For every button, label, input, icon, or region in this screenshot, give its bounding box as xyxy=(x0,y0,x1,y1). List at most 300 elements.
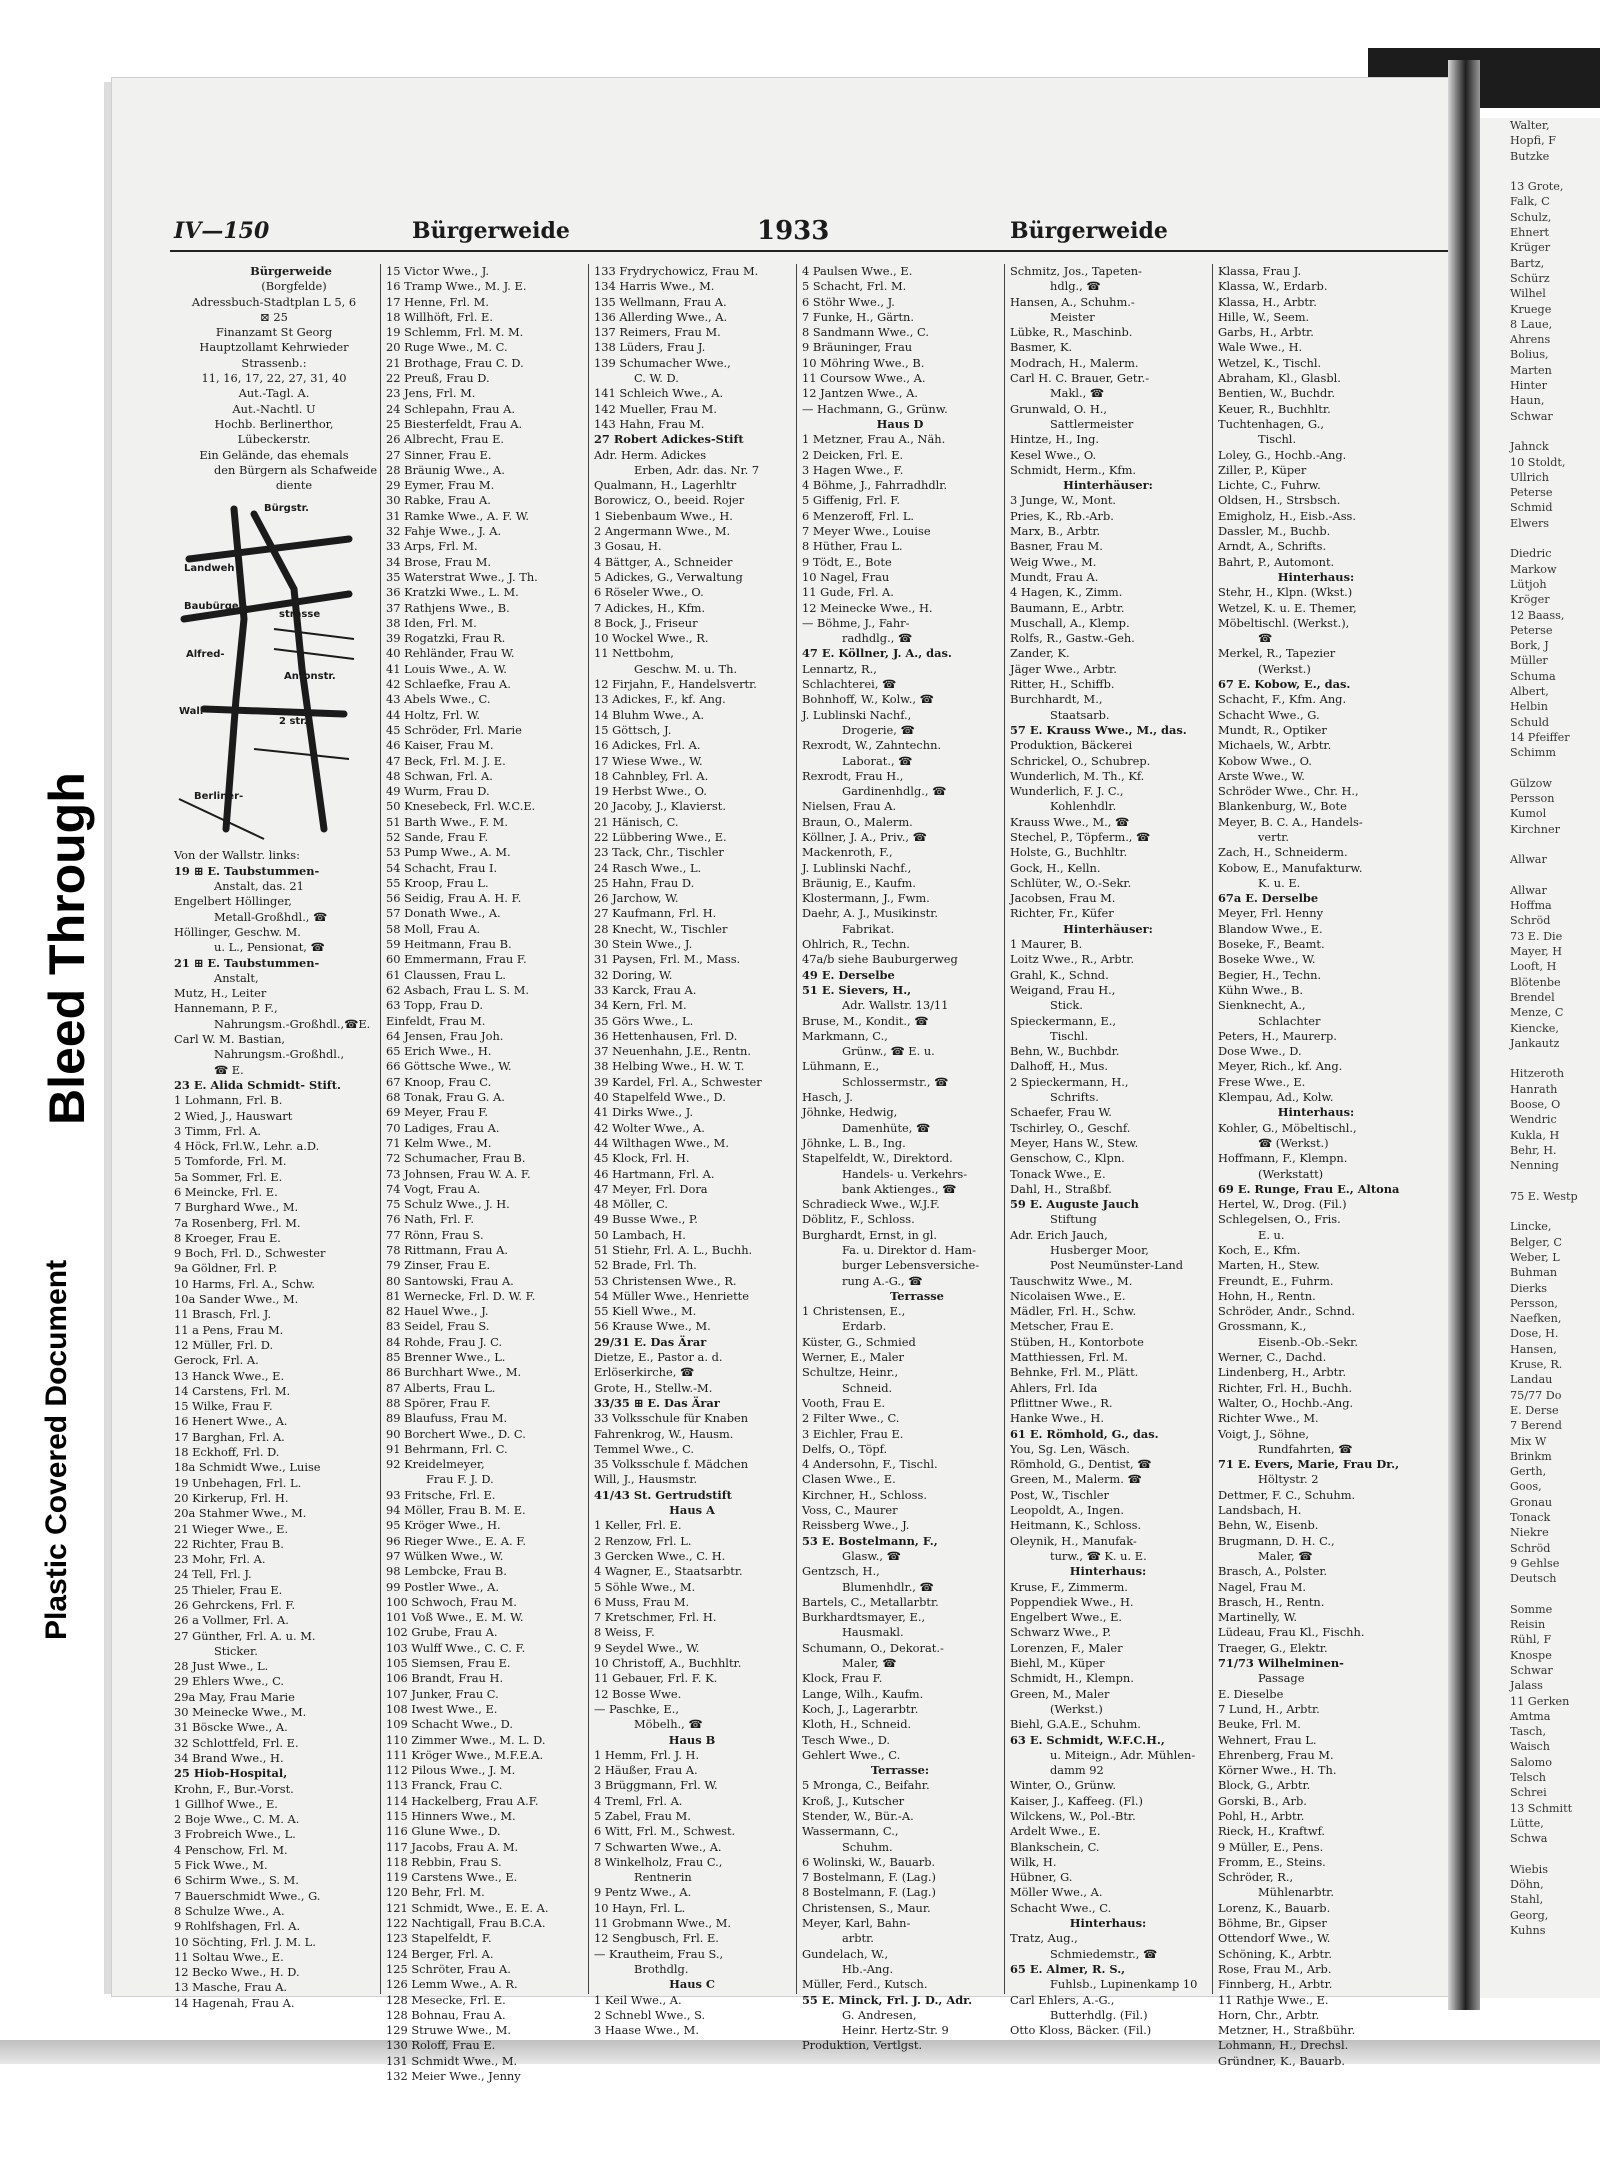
directory-line: vertr. xyxy=(1258,829,1290,844)
directory-line: 2 Filter Wwe., C. xyxy=(802,1411,900,1426)
directory-line: 56 Seidig, Frau A. H. F. xyxy=(386,891,522,906)
next-page-line: Deutsch xyxy=(1510,1572,1557,1586)
directory-line: Hauptzollamt Kehrwieder xyxy=(199,340,349,355)
next-page-line: Döhn, xyxy=(1510,1878,1544,1892)
directory-line: Lindenberg, H., Arbtr. xyxy=(1218,1365,1347,1380)
page-header xyxy=(112,216,1460,250)
map-street-wall xyxy=(204,709,344,714)
directory-line: 70 Ladiges, Frau A. xyxy=(386,1120,500,1135)
directory-line: 19 Schlemm, Frl. M. M. xyxy=(386,325,524,340)
directory-line: 41/43 St. Gertrudstift xyxy=(594,1487,732,1502)
directory-line: 5 Tomforde, Frl. M. xyxy=(174,1154,287,1169)
next-page-line: Schröd xyxy=(1510,914,1551,928)
directory-line: 65 E. Almer, R. S., xyxy=(1010,1961,1126,1976)
directory-line: 34 Kern, Frl. M. xyxy=(594,998,687,1013)
directory-line: 3 Gosau, H. xyxy=(594,539,662,554)
directory-line: Ritter, H., Schiffb. xyxy=(1010,677,1115,692)
directory-line: Green, M., Maler xyxy=(1010,1686,1110,1701)
directory-line: Erdarb. xyxy=(842,1319,887,1334)
svg-text:Baubürger-: Baubürger- xyxy=(184,601,248,613)
next-page-line xyxy=(1480,1587,1600,1602)
directory-line: Finnberg, H., Arbtr. xyxy=(1218,1977,1333,1992)
directory-line: 4 Paulsen Wwe., E. xyxy=(802,264,913,278)
directory-line: 26 a Vollmer, Frl. A. xyxy=(174,1613,289,1628)
directory-line: 9 Pentz Wwe., A. xyxy=(594,1885,692,1900)
next-page-line: Goos, xyxy=(1510,1480,1542,1494)
directory-line: Krauss Wwe., M., ☎ xyxy=(1010,814,1130,829)
directory-line: 19 Herbst Wwe., O. xyxy=(594,784,707,799)
next-page-line: Kruege xyxy=(1510,302,1552,316)
directory-line: 28 Knecht, W., Tischler xyxy=(594,921,728,936)
directory-line: Martinelly, W. xyxy=(1218,1610,1297,1625)
next-page-line: Butzke xyxy=(1510,149,1550,163)
directory-line: 6 Stöhr Wwe., J. xyxy=(802,294,895,309)
directory-line: Schradieck Wwe., W.J.F. xyxy=(802,1197,940,1212)
directory-line: 6 Röseler Wwe., O. xyxy=(594,585,704,600)
directory-line: 41 Louis Wwe., A. W. xyxy=(386,661,507,676)
directory-line: 49 Wurm, Frau D. xyxy=(386,784,490,799)
directory-line: J. Lublinski Nachf., xyxy=(802,860,912,875)
directory-line: Handels- u. Verkehrs- xyxy=(842,1166,968,1181)
directory-line: Temmel Wwe., C. xyxy=(594,1441,695,1456)
directory-line: 22 Richter, Frau B. xyxy=(174,1536,284,1551)
directory-line: 8 Winkelholz, Frau C., xyxy=(594,1854,723,1869)
directory-line: Markmann, C., xyxy=(802,1028,888,1043)
directory-line: 49 Busse Wwe., P. xyxy=(594,1212,698,1227)
directory-line: Kloth, H., Schneid. xyxy=(802,1717,912,1732)
directory-line: 63 Topp, Frau D. xyxy=(386,998,483,1013)
directory-line: Kobow, E., Manufakturw. xyxy=(1218,860,1363,875)
directory-line: 71/73 Wilhelminen- xyxy=(1218,1656,1344,1671)
directory-line: 7 Funke, H., Gärtn. xyxy=(802,309,914,324)
directory-line: Blankschein, C. xyxy=(1010,1839,1100,1854)
directory-line: (Werkst.) xyxy=(1258,661,1311,676)
directory-line: Rose, Frau M., Arb. xyxy=(1218,1961,1332,1976)
directory-line: 92 Kreidelmeyer, xyxy=(386,1457,485,1472)
directory-line: 134 Harris Wwe., M. xyxy=(594,279,715,294)
directory-line: 4 Treml, Frl. A. xyxy=(594,1793,683,1808)
directory-line: 11 Rathje Wwe., E. xyxy=(1218,1992,1329,2007)
directory-line: Metzner, H., Straßbühr. xyxy=(1218,2023,1356,2038)
directory-line: 47 Meyer, Frl. Dora xyxy=(594,1181,708,1196)
directory-line: Sienknecht, A., xyxy=(1218,998,1306,1013)
next-page-line: 8 Laue, xyxy=(1510,317,1553,331)
directory-line: Maler, ☎ xyxy=(842,1656,897,1671)
directory-line: Aut.-Nachtl. U xyxy=(232,401,316,416)
directory-line: Post, W., Tischler xyxy=(1010,1487,1109,1502)
directory-line: Koch, E., Kfm. xyxy=(1218,1243,1301,1257)
directory-line: Hohn, H., Rentn. xyxy=(1218,1288,1316,1303)
directory-line: 7 Schwarten Wwe., A. xyxy=(594,1839,722,1854)
directory-line: Burchhardt, M., xyxy=(1010,692,1103,707)
directory-line: 96 Rieger Wwe., E. A. F. xyxy=(386,1533,527,1548)
directory-line: 109 Schacht Wwe., D. xyxy=(386,1717,513,1732)
directory-line: Sticker. xyxy=(214,1643,258,1658)
directory-line: 55 Kroop, Frau L. xyxy=(386,875,489,890)
directory-line: 142 Mueller, Frau M. xyxy=(594,401,717,416)
directory-line: Loitz Wwe., R., Arbtr. xyxy=(1010,952,1135,967)
next-page-line: Hoffma xyxy=(1510,899,1552,913)
directory-line: 50 Knesebeck, Frl. W.C.E. xyxy=(386,799,536,814)
directory-line: Carl W. M. Bastian, xyxy=(174,1032,286,1047)
directory-line: Borowicz, O., beeid. Rojer xyxy=(594,493,745,508)
directory-line: Fuhlsb., Lupinenkamp 10 xyxy=(1050,1977,1198,1992)
directory-line: 57 Donath Wwe., A. xyxy=(386,906,501,921)
directory-line: 18a Schmidt Wwe., Luise xyxy=(174,1460,321,1475)
directory-line: Zander, K. xyxy=(1010,646,1070,661)
next-page-line: Mayer, H xyxy=(1510,945,1563,959)
directory-line: Voigt, J., Söhne, xyxy=(1218,1426,1310,1441)
next-page-line: Jalass xyxy=(1510,1679,1543,1693)
directory-line: rung A.-G., ☎ xyxy=(842,1273,923,1288)
directory-line: Freundt, E., Fuhrm. xyxy=(1218,1273,1334,1288)
directory-line: Mackenroth, F., xyxy=(802,845,893,860)
directory-line: Glasw., ☎ xyxy=(842,1548,901,1563)
directory-line: Ottendorf Wwe., W. xyxy=(1218,1931,1331,1946)
next-page-line: Weber, L xyxy=(1510,1250,1560,1264)
directory-line: Ohlrich, R., Techn. xyxy=(802,937,910,952)
directory-line: Carl Ehlers, A.-G., xyxy=(1010,1992,1115,2007)
directory-line: Rundfahrten, ☎ xyxy=(1258,1441,1353,1456)
directory-line: ⊠ 25 xyxy=(260,309,288,324)
next-page-line: Stahl, xyxy=(1510,1893,1544,1907)
directory-line: 1 Christensen, E., xyxy=(802,1304,906,1319)
directory-line: 29 Ehlers Wwe., C. xyxy=(174,1674,285,1689)
directory-line: turw., ☎ K. u. E. xyxy=(1050,1548,1147,1563)
directory-line: 19 ⊞ E. Taubstummen- xyxy=(174,863,320,878)
directory-line: Grote, H., Stellw.-M. xyxy=(594,1380,713,1395)
directory-line: Meyer, Frl. Henny xyxy=(1218,906,1324,921)
directory-line: 66 Göttsche Wwe., W. xyxy=(386,1059,512,1074)
directory-line: 53 Pump Wwe., A. M. xyxy=(386,845,511,860)
directory-line: 105 Siemsen, Frau E. xyxy=(386,1656,511,1671)
directory-line: Haus C xyxy=(669,1977,715,1992)
directory-line: ☎ xyxy=(1258,631,1273,646)
directory-line: 71 Kelm Wwe., M. xyxy=(386,1135,492,1150)
directory-line: 49 E. Derselbe xyxy=(802,967,895,982)
directory-line: hdlg., ☎ xyxy=(1050,279,1101,294)
directory-line: Kühn Wwe., B. xyxy=(1218,982,1303,997)
directory-line: Kirchner, H., Schloss. xyxy=(802,1487,927,1502)
next-page-line: Diedric xyxy=(1510,547,1552,561)
directory-line: Schröder Wwe., Chr. H., xyxy=(1218,784,1359,799)
directory-line: Möller Wwe., A. xyxy=(1010,1885,1103,1900)
directory-line: 15 Victor Wwe., J. xyxy=(386,264,490,278)
directory-line: Delfs, O., Töpf. xyxy=(802,1441,888,1456)
next-page-line: Hitzeroth xyxy=(1510,1067,1565,1081)
directory-line: Kesel Wwe., O. xyxy=(1010,447,1097,462)
directory-line: Dassler, M., Buchb. xyxy=(1218,524,1331,539)
next-page-line: Gülzow xyxy=(1510,776,1552,790)
column-divider xyxy=(588,264,589,1994)
next-page-line: Allwar xyxy=(1510,883,1547,897)
next-page-line: Menze, C xyxy=(1510,1006,1564,1020)
next-page-line: Bork, J xyxy=(1510,639,1549,653)
directory-line: 7 Kretschmer, Frl. H. xyxy=(594,1610,717,1625)
directory-line: 47a/b siehe Bauburgerweg xyxy=(802,952,958,967)
next-page-line xyxy=(1480,1847,1600,1862)
next-page-line: Wiebis xyxy=(1510,1862,1548,1876)
next-page-line: Tonack xyxy=(1510,1511,1551,1525)
directory-line: 55 Kiell Wwe., M. xyxy=(594,1304,697,1319)
directory-line: 3 Hagen Wwe., F. xyxy=(802,462,904,477)
directory-line: 69 Meyer, Frau F. xyxy=(386,1105,488,1120)
directory-line: Staatsarb. xyxy=(1050,707,1110,722)
directory-line: 1 Maurer, B. xyxy=(1010,937,1083,952)
directory-line: 11 Nettbohm, xyxy=(594,646,674,661)
next-page-line: Persson, xyxy=(1510,1296,1558,1310)
directory-line: 113 Franck, Frau C. xyxy=(386,1778,503,1793)
directory-line: Richter, Frl. H., Buchh. xyxy=(1218,1380,1353,1395)
directory-line: — Hachmann, G., Grünw. xyxy=(802,401,948,416)
directory-line: 56 Krause Wwe., M. xyxy=(594,1319,711,1334)
directory-line: Beuke, Frl. M. xyxy=(1218,1717,1301,1732)
directory-line: Adr. Erich Jauch, xyxy=(1010,1227,1108,1242)
next-page-line: Amtma xyxy=(1510,1709,1551,1723)
directory-line: 6 Witt, Frl. M., Schwest. xyxy=(594,1824,736,1839)
directory-line: Meister xyxy=(1050,309,1095,324)
directory-line: 42 Schlaefke, Frau A. xyxy=(386,677,511,692)
directory-line: Braun, O., Malerm. xyxy=(802,814,913,829)
directory-line: 34 Brand Wwe., H. xyxy=(174,1750,284,1765)
next-page-line xyxy=(1480,164,1600,179)
directory-line: Oleynik, H., Manufak- xyxy=(1010,1533,1137,1548)
directory-line: bank Aktienges., ☎ xyxy=(842,1181,957,1196)
next-page-line: Albert, xyxy=(1510,684,1549,698)
directory-line: Klassa, Frau J. xyxy=(1218,264,1302,278)
directory-line: 10 Harms, Frl. A., Schw. xyxy=(174,1276,316,1291)
directory-line: 32 Schlottfeld, Frl. E. xyxy=(174,1735,299,1750)
directory-line: 7 Lund, H., Arbtr. xyxy=(1218,1701,1320,1716)
directory-line: 7 Meyer Wwe., Louise xyxy=(802,524,931,539)
directory-line: 9a Göldner, Frl. P. xyxy=(174,1261,278,1276)
directory-line: 27 Sinner, Frau E. xyxy=(386,447,492,462)
next-page-line: 9 Gehlse xyxy=(1510,1556,1560,1570)
directory-line: 22 Lübbering Wwe., E. xyxy=(594,829,727,844)
directory-line: Garbs, H., Arbtr. xyxy=(1218,325,1314,340)
directory-line: Blumenhdlr., ☎ xyxy=(842,1579,934,1594)
directory-line: 23 Mohr, Frl. A. xyxy=(174,1552,266,1567)
directory-line: Tonack Wwe., E. xyxy=(1010,1166,1106,1181)
next-page-line xyxy=(1480,837,1600,852)
directory-line: Metall-Großhdl., ☎ xyxy=(214,909,328,924)
directory-line: 32 Doring, W. xyxy=(594,967,673,982)
directory-line: Heinr. Hertz-Str. 9 xyxy=(842,2023,949,2038)
directory-line: 103 Wulff Wwe., C. C. F. xyxy=(386,1640,526,1655)
directory-line: 10 Hayn, Frl. L. xyxy=(594,1900,686,1915)
directory-line: Nahrungsm.-Großhdl., xyxy=(214,1047,345,1062)
directory-line: 12 Meinecke Wwe., H. xyxy=(802,600,933,615)
directory-line: Burghardt, Ernst, in gl. xyxy=(802,1227,938,1242)
directory-line: Hinterhäuser: xyxy=(1063,921,1153,936)
directory-line: Stick. xyxy=(1050,998,1083,1013)
directory-line: 35 Görs Wwe., L. xyxy=(594,1013,694,1028)
directory-line: Gründner, K., Bauarb. xyxy=(1218,2053,1346,2068)
directory-line: 5 Adickes, G., Verwaltung xyxy=(594,569,743,584)
directory-line: Nielsen, Frau A. xyxy=(802,799,897,814)
next-page-line: Schrei xyxy=(1510,1786,1547,1800)
directory-line: — Böhme, J., Fahr- xyxy=(802,615,910,630)
directory-column-3 xyxy=(594,264,790,2038)
directory-line: 7 Bostelmann, F. (Lag.) xyxy=(802,1870,936,1885)
directory-line: Schmidt, H., Klempn. xyxy=(1010,1671,1134,1686)
directory-line: 29a May, Frau Marie xyxy=(174,1689,295,1704)
directory-line: 1 Keller, Frl. E. xyxy=(594,1518,682,1533)
directory-line: Brasch, A., Polster. xyxy=(1218,1564,1328,1579)
directory-line: 12 Firjahn, F., Handelsvertr. xyxy=(594,677,757,692)
directory-line: Küster, G., Schmied xyxy=(802,1334,916,1349)
directory-line: 95 Kröger Wwe., H. xyxy=(386,1518,501,1533)
directory-line: 38 Helbing Wwe., H. W. T. xyxy=(594,1059,745,1074)
page-number: IV—150 xyxy=(174,218,270,244)
next-page-line: Georg, xyxy=(1510,1908,1549,1922)
directory-line: 52 Brade, Frl. Th. xyxy=(594,1258,697,1273)
directory-line: 120 Behr, Frl. M. xyxy=(386,1885,485,1900)
directory-line: Holste, G., Buchhltr. xyxy=(1010,845,1128,860)
directory-line: Hasch, J. xyxy=(802,1090,853,1105)
directory-line: 57 E. Krauss Wwe., M., das. xyxy=(1010,722,1187,737)
directory-line: u. L., Pensionat, ☎ xyxy=(214,940,325,955)
directory-column-5 xyxy=(1010,264,1206,2038)
directory-line: — Krautheim, Frau S., xyxy=(594,1946,724,1961)
directory-line: 25 Biesterfeldt, Frau A. xyxy=(386,416,523,431)
directory-line: 47 Beck, Frl. M. J. E. xyxy=(386,753,506,768)
directory-line: Dettmer, F. C., Schuhm. xyxy=(1218,1487,1356,1502)
directory-line: Produktion, Vertlgst. xyxy=(802,2038,923,2053)
directory-line: Voss, C., Maurer xyxy=(802,1503,898,1518)
next-page-line: Bolius, xyxy=(1510,348,1549,362)
directory-line: 23 Jens, Frl. M. xyxy=(386,386,476,401)
directory-line: Maler, ☎ xyxy=(1258,1548,1313,1563)
directory-line: Weig Wwe., M. xyxy=(1010,554,1097,569)
next-page-line: Peterse xyxy=(1510,486,1553,500)
directory-line: Daehr, A. J., Musikinstr. xyxy=(802,906,939,921)
svg-text:Bürgstr.: Bürgstr. xyxy=(264,503,309,515)
directory-line: 2 Spieckermann, H., xyxy=(1010,1074,1129,1089)
directory-line: 1 Hemm, Frl. J. H. xyxy=(594,1747,700,1762)
next-page-line: Nenning xyxy=(1510,1159,1559,1173)
next-page-line: Reisin xyxy=(1510,1618,1546,1632)
directory-line: 53 Christensen Wwe., R. xyxy=(594,1273,737,1288)
next-page-line: Lütjoh xyxy=(1510,577,1547,591)
directory-line: Bentien, W., Buchdr. xyxy=(1218,386,1336,401)
directory-line: 100 Schwoch, Frau M. xyxy=(386,1594,517,1609)
directory-line: 58 Moll, Frau A. xyxy=(386,921,481,936)
directory-line: 118 Rebbin, Frau S. xyxy=(386,1854,502,1869)
directory-line: E. u. xyxy=(1258,1227,1285,1242)
directory-line: Modrach, H., Malerm. xyxy=(1010,355,1139,370)
directory-line: Kohlenhdlr. xyxy=(1050,799,1117,814)
directory-line: 46 Hartmann, Frl. A. xyxy=(594,1166,715,1181)
directory-line: Hoffmann, F., Klempn. xyxy=(1218,1151,1348,1166)
directory-line: Schröder, Andr., Schnd. xyxy=(1218,1304,1355,1319)
next-page-line: Landau xyxy=(1510,1373,1553,1387)
directory-line: Schmidt, Herm., Kfm. xyxy=(1010,462,1137,477)
directory-line: Haus D xyxy=(876,416,924,431)
directory-line: Schöning, K., Arbtr. xyxy=(1218,1946,1332,1961)
next-page-line: Schwa xyxy=(1510,1832,1548,1846)
directory-line: Tschirley, O., Geschf. xyxy=(1010,1120,1131,1135)
next-page-line: Haun, xyxy=(1510,394,1545,408)
directory-line: Arndt, A., Schrifts. xyxy=(1218,539,1327,554)
directory-line: Muschall, A., Klemp. xyxy=(1010,615,1130,630)
directory-line: Ardelt Wwe., E. xyxy=(1010,1824,1101,1839)
directory-line: Meyer, B. C. A., Handels- xyxy=(1218,814,1363,829)
next-page-line xyxy=(1480,760,1600,775)
directory-line: 11 Brasch, Frl. J. xyxy=(174,1307,272,1322)
directory-line: 78 Rittmann, Frau A. xyxy=(386,1243,508,1257)
directory-line: Tratz, Aug., xyxy=(1010,1931,1078,1946)
directory-line: 48 Möller, C. xyxy=(594,1197,669,1212)
next-page-line: Bartz, xyxy=(1510,256,1545,270)
directory-line: 13 Adickes, F., kf. Ang. xyxy=(594,692,726,707)
directory-line: Schacht Wwe., G. xyxy=(1218,707,1320,722)
next-page-line: Kirchner xyxy=(1510,822,1560,836)
directory-line: K. u. E. xyxy=(1258,875,1301,890)
directory-line: 110 Zimmer Wwe., M. L. D. xyxy=(386,1732,546,1747)
directory-line: 83 Seidel, Frau S. xyxy=(386,1319,490,1334)
directory-line: 60 Emmermann, Frau F. xyxy=(386,952,527,967)
next-page-line: Jahnck xyxy=(1510,440,1549,454)
directory-line: 3 Frobreich Wwe., L. xyxy=(174,1827,296,1842)
directory-line: 30 Meinecke Wwe., M. xyxy=(174,1705,307,1720)
directory-line: Rieck, H., Kraftwf. xyxy=(1218,1824,1325,1839)
directory-line: Landsbach, H. xyxy=(1218,1503,1302,1518)
directory-line: Basmer, K. xyxy=(1010,340,1073,355)
directory-line: 4 Höck, Frl.W., Lehr. a.D. xyxy=(174,1139,320,1154)
directory-line: 23 Tack, Chr., Tischler xyxy=(594,845,724,860)
next-page-line: Kruse, R. xyxy=(1510,1358,1563,1372)
directory-line: Mühlenarbtr. xyxy=(1258,1885,1334,1900)
directory-line: 108 Iwest Wwe., E. xyxy=(386,1701,498,1716)
directory-line: Tauschwitz Wwe., M. xyxy=(1010,1273,1133,1288)
directory-line: Hinterhäuser: xyxy=(1063,478,1153,493)
directory-line: Wilckens, W., Pol.-Btr. xyxy=(1010,1808,1136,1823)
next-page-line: Ehnert xyxy=(1510,226,1550,240)
directory-line: 8 Bock, J., Friseur xyxy=(594,615,698,630)
next-page-line: 75/77 Do xyxy=(1510,1388,1562,1402)
next-page-line: Somme xyxy=(1510,1602,1553,1616)
directory-line: 4 Hagen, K., Zimm. xyxy=(1010,585,1123,600)
directory-line: Grossmann, K., xyxy=(1218,1319,1307,1334)
directory-line: 111 Kröger Wwe., M.F.E.A. xyxy=(386,1747,544,1762)
directory-line: 126 Lemm Wwe., A. R. xyxy=(386,1977,518,1992)
directory-line: 115 Hinners Wwe., M. xyxy=(386,1808,516,1823)
directory-line: 7 Adickes, H., Kfm. xyxy=(594,600,706,615)
next-page-line: Buhman xyxy=(1510,1266,1558,1280)
directory-line: Schmitz, Jos., Tapeten- xyxy=(1010,264,1142,278)
next-page-line: Schürz xyxy=(1510,271,1550,285)
directory-line: 61 Claussen, Frau L. xyxy=(386,967,506,982)
directory-line: 13 Hanck Wwe., E. xyxy=(174,1368,285,1383)
directory-line: 77 Rönn, Frau S. xyxy=(386,1227,484,1242)
directory-line: 17 Wiese Wwe., W. xyxy=(594,753,703,768)
directory-line: 9 Tödt, E., Bote xyxy=(802,554,892,569)
directory-line: Frese Wwe., E. xyxy=(1218,1074,1306,1089)
directory-line: 9 Bräuninger, Frau xyxy=(802,340,913,355)
directory-line: Anstalt, das. 21 xyxy=(214,879,304,894)
directory-line: Werner, C., Dachd. xyxy=(1218,1350,1327,1365)
directory-line: 37 Rathjens Wwe., B. xyxy=(386,600,510,615)
directory-line: 8 Weiss, F. xyxy=(594,1625,655,1640)
directory-line: 71 E. Evers, Marie, Frau Dr., xyxy=(1218,1457,1400,1472)
directory-line: 27 Kaufmann, Frl. H. xyxy=(594,906,717,921)
directory-line: 2 Häußer, Frau A. xyxy=(594,1763,698,1778)
directory-line: Basner, Frau M. xyxy=(1010,539,1103,554)
directory-line: 18 Cahnbley, Frl. A. xyxy=(594,768,709,783)
next-page-line: 10 Stoldt, xyxy=(1510,455,1566,469)
next-page-line: Schmid xyxy=(1510,501,1553,515)
